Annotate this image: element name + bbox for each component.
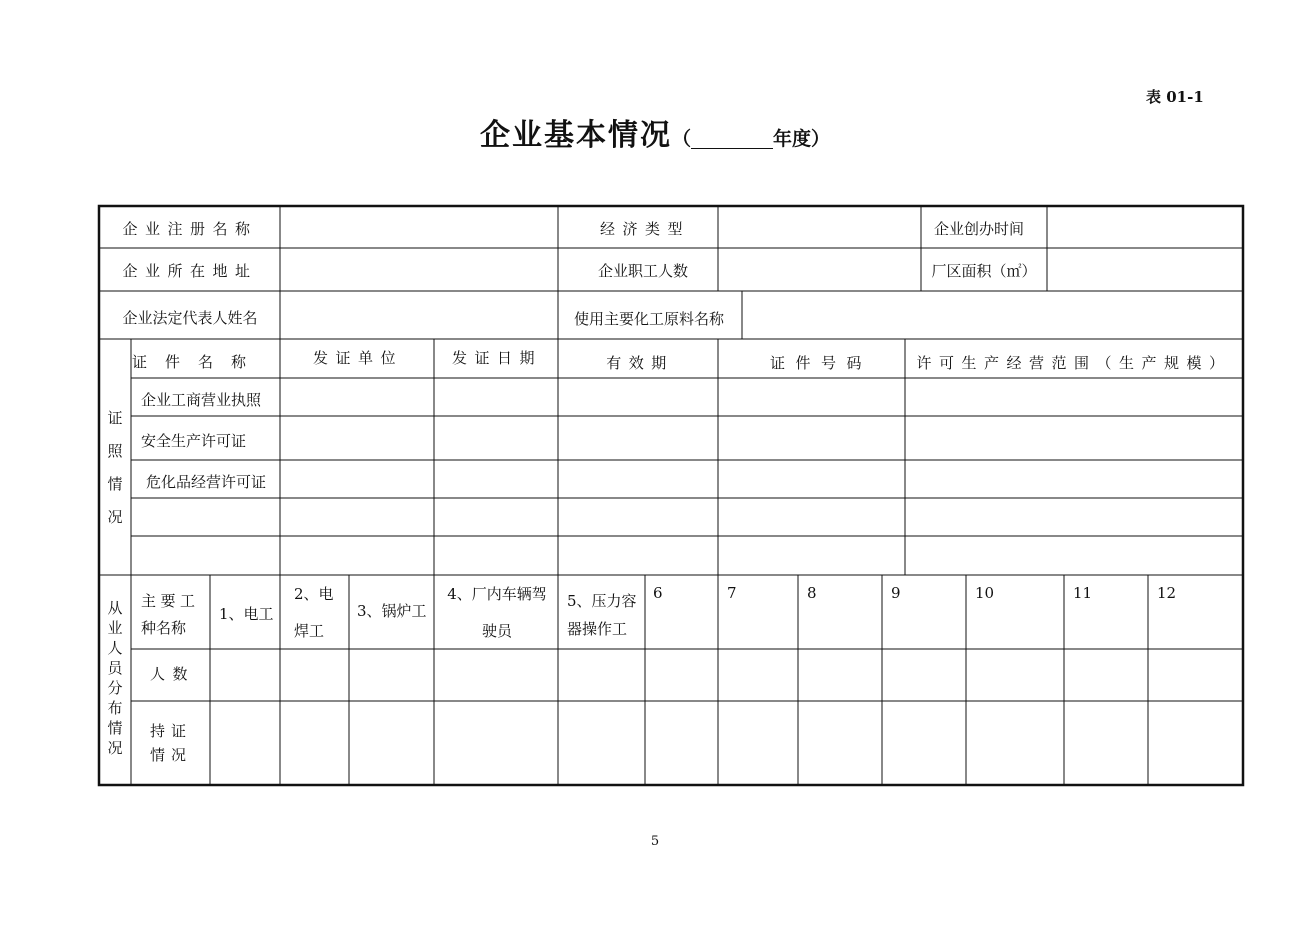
label-legal-rep: 企业法定代表人姓名 xyxy=(122,309,258,327)
type-col-6: 6 xyxy=(653,584,663,602)
label-plant-area: 厂区面积（㎡） xyxy=(931,262,1037,280)
license-section-char: 照 xyxy=(107,442,123,460)
title-text: 企业基本情况 xyxy=(479,118,672,153)
license-section-label xyxy=(107,402,122,534)
table-id: 表 01-1 xyxy=(1146,88,1204,106)
type-pressure-line1: 5、压力容 xyxy=(567,592,637,610)
type-col-9: 9 xyxy=(891,584,901,602)
license-row-hazchem: 危化品经营许可证 xyxy=(146,473,267,491)
type-col-11: 11 xyxy=(1073,584,1093,602)
staff-section-char: 况 xyxy=(107,739,123,757)
staff-count-label: 人数 xyxy=(150,665,196,683)
type-driver-line2: 驶员 xyxy=(481,622,513,640)
type-driver-line1: 4、厂内车辆驾 xyxy=(447,585,547,603)
header-issue-date: 发证日期 xyxy=(451,349,543,367)
label-staff-count: 企业职工人数 xyxy=(597,262,689,280)
header-license-name: 证件名称 xyxy=(131,353,265,371)
page-number: 5 xyxy=(650,834,660,849)
cert-label-line2: 情况 xyxy=(150,746,193,764)
type-label-line2: 种名称 xyxy=(141,619,187,637)
staff-section-char: 布 xyxy=(107,699,123,717)
label-econ-type: 经济类型 xyxy=(599,220,691,238)
type-label-line1: 主要工 xyxy=(141,592,200,610)
title-open-paren: （ xyxy=(671,128,691,150)
staff-section-char: 情 xyxy=(107,719,123,737)
license-section-char: 证 xyxy=(107,409,123,427)
staff-section-label xyxy=(107,598,122,758)
label-raw-materials: 使用主要化工原料名称 xyxy=(573,310,725,328)
header-cert-number: 证件号码 xyxy=(769,354,873,372)
label-founded: 企业创办时间 xyxy=(933,220,1025,238)
type-pressure-line2: 器操作工 xyxy=(567,620,628,638)
type-welder-line1: 2、电 xyxy=(294,585,334,603)
type-welder-line2: 焊工 xyxy=(294,622,325,640)
type-col-12: 12 xyxy=(1157,584,1177,602)
title-year-label: 年度） xyxy=(773,128,831,150)
staff-section-char: 业 xyxy=(107,619,123,637)
type-col-8: 8 xyxy=(807,584,817,602)
staff-section-char: 员 xyxy=(107,659,123,677)
header-validity: 有效期 xyxy=(606,354,674,372)
staff-section-char: 分 xyxy=(107,679,123,697)
label-address: 企业所在地址 xyxy=(122,262,258,280)
type-boiler: 3、锅炉工 xyxy=(357,602,427,620)
type-col-10: 10 xyxy=(975,584,995,602)
type-col-7: 7 xyxy=(727,584,737,602)
staff-section-char: 人 xyxy=(107,639,123,657)
license-section-char: 况 xyxy=(107,508,123,526)
type-electrician: 1、电工 xyxy=(219,605,274,623)
table-border xyxy=(99,206,1243,785)
license-section-char: 情 xyxy=(107,475,123,493)
header-issuer: 发证单位 xyxy=(312,349,404,367)
license-row-business: 企业工商营业执照 xyxy=(141,391,262,409)
label-reg-name: 企业注册名称 xyxy=(122,220,258,238)
header-license-scope: 许可生产经营范围（生产规模） xyxy=(916,354,1232,372)
license-row-safety: 安全生产许可证 xyxy=(141,432,247,450)
staff-section-char: 从 xyxy=(107,599,123,617)
cert-label-line1: 持证 xyxy=(150,722,193,740)
